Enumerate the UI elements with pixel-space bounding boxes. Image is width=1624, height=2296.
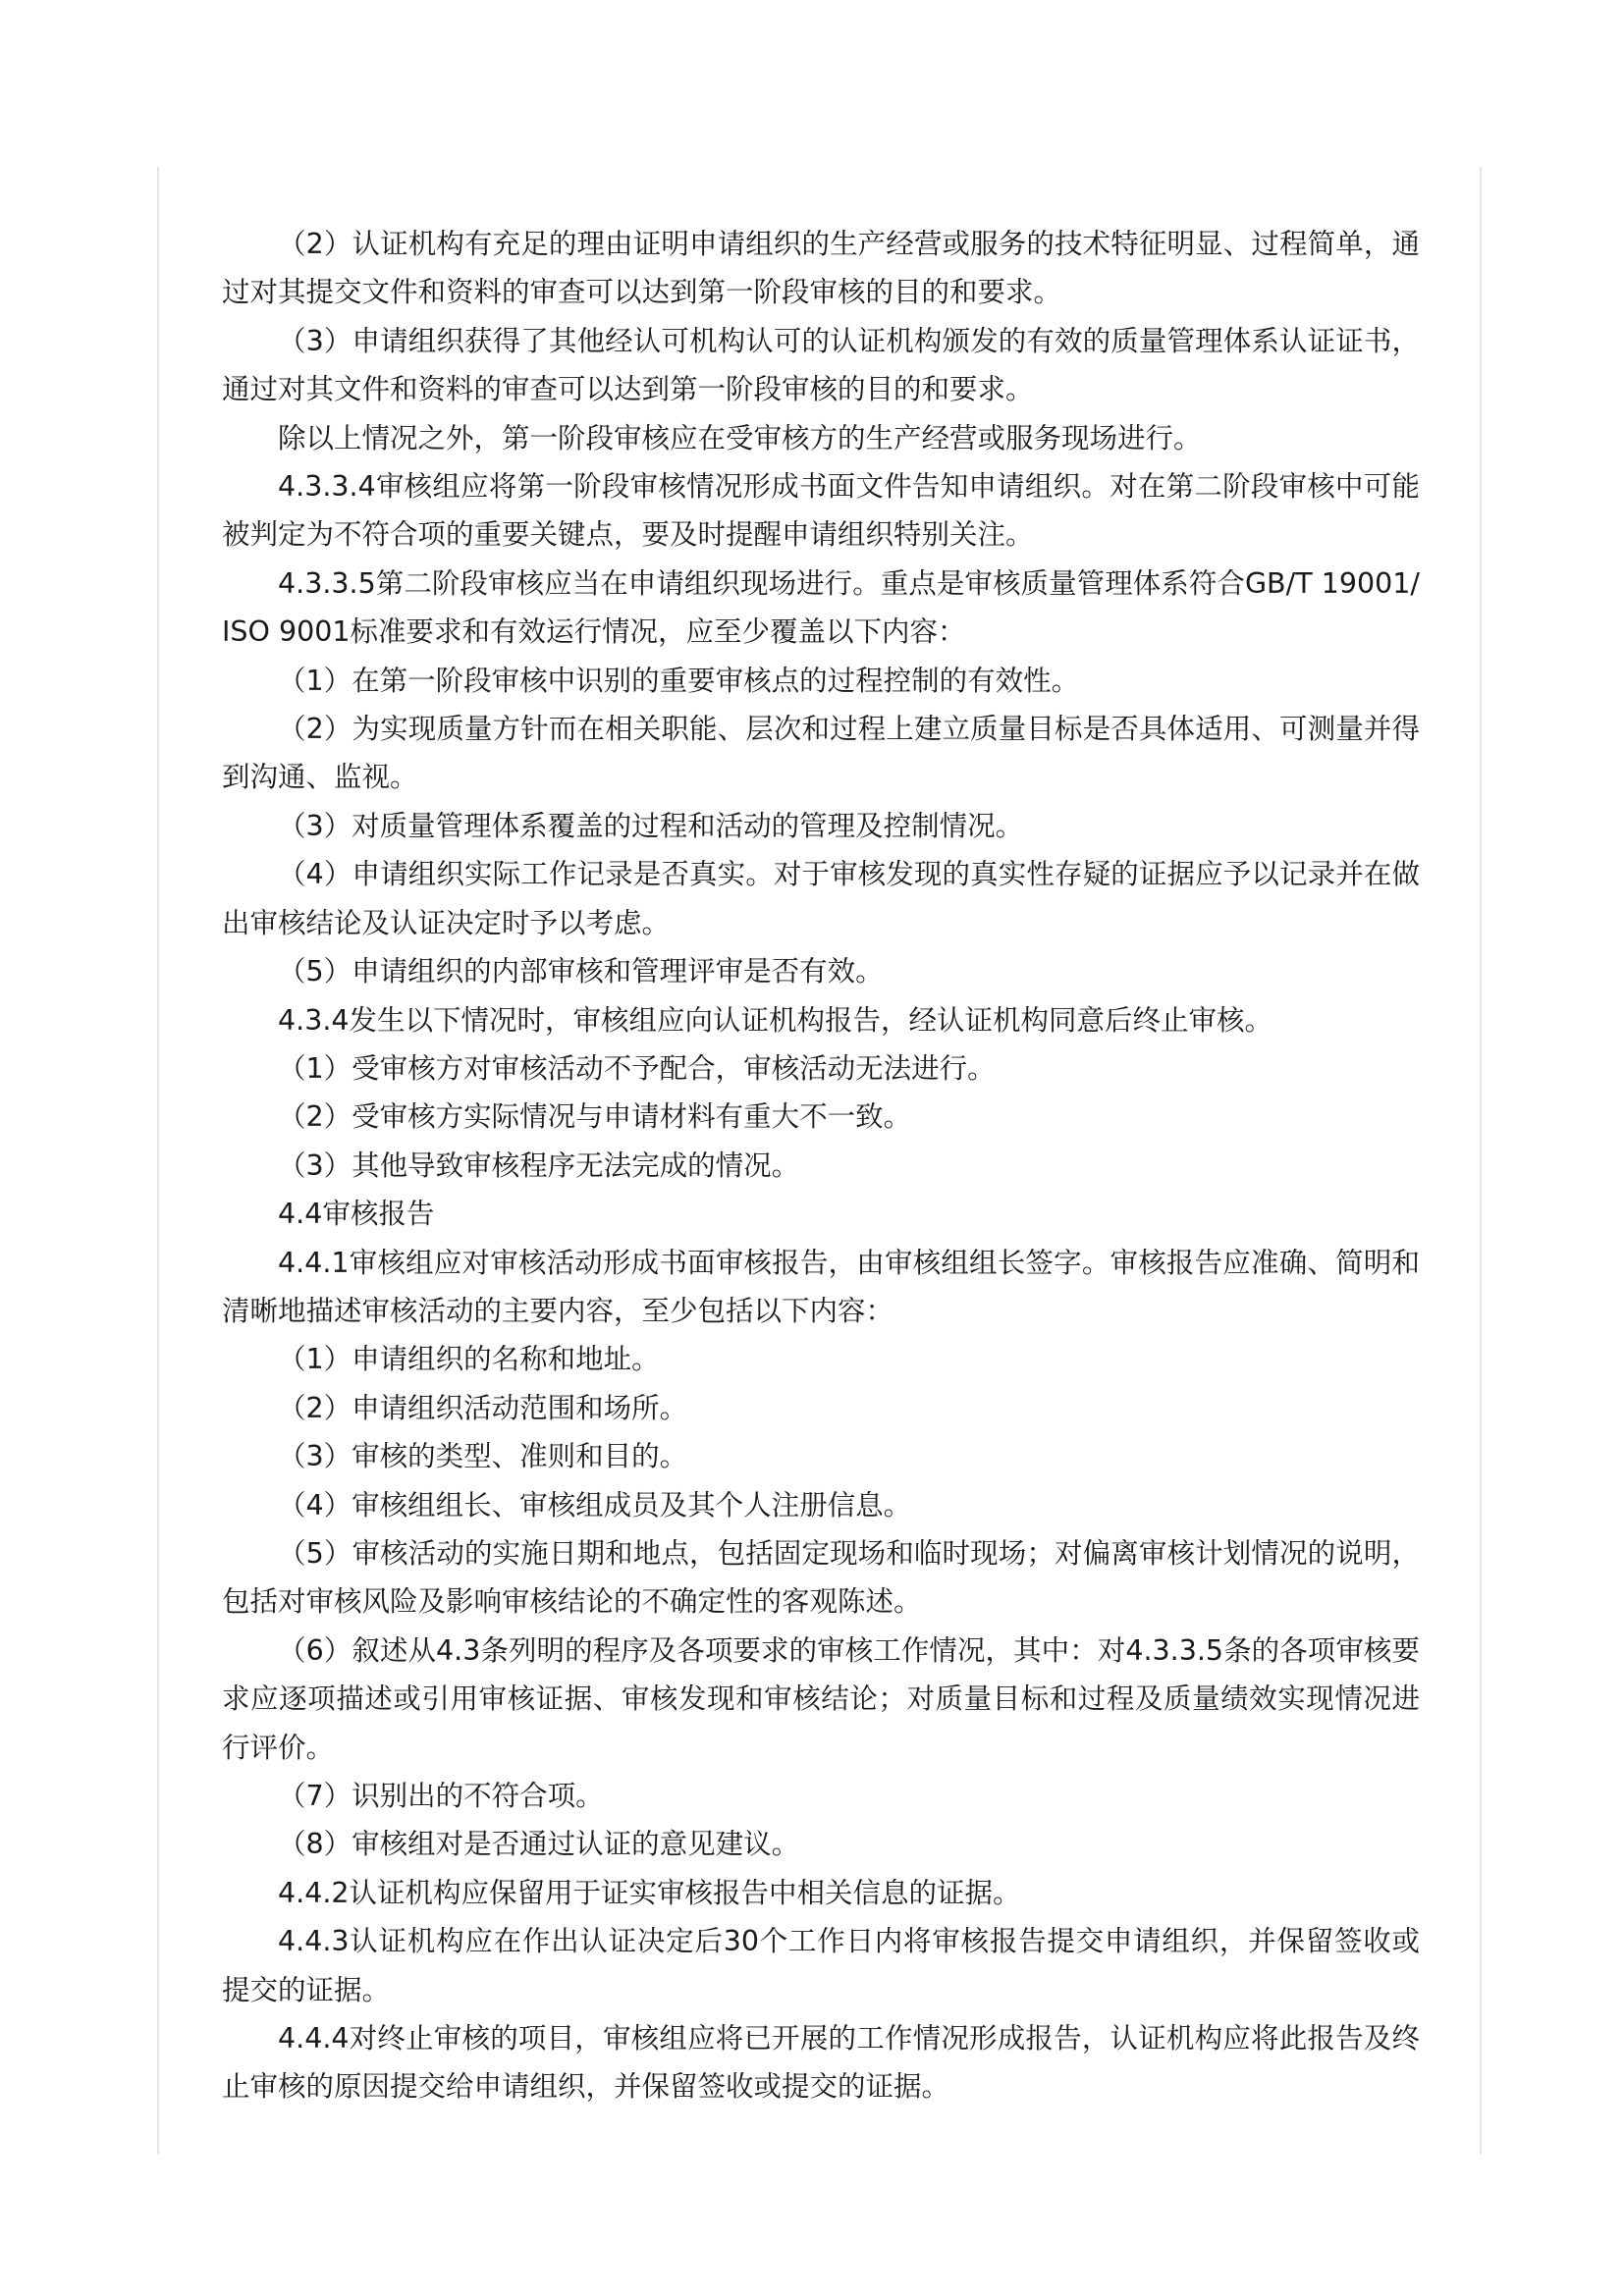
list-item-stage2-2: （2）为实现质量方针而在相关职能、层次和过程上建立质量目标是否具体适用、可测量并得到沟通、监视。 — [222, 713, 1420, 794]
list-item-report-3: （3）审核的类型、准则和目的。 — [278, 1440, 688, 1473]
list-item-report-1: （1）申请组织的名称和地址。 — [278, 1343, 660, 1376]
list-item-report-7: （7）识别出的不符合项。 — [278, 1780, 604, 1812]
list-item-report-2: （2）申请组织活动范围和场所。 — [278, 1391, 688, 1424]
list-item-stage2-4: （4）申请组织实际工作记录是否真实。对于审核发现的真实性存疑的证据应予以记录并在做出审核结论及认证决定时予以考虑。 — [222, 858, 1420, 939]
paragraph-stage1-onsite: 除以上情况之外，第一阶段审核应在受审核方的生产经营或服务现场进行。 — [278, 421, 1202, 454]
list-item-terminate-1: （1）受审核方对审核活动不予配合，审核活动无法进行。 — [278, 1051, 996, 1085]
paragraph-audit-condition-2: （2）认证机构有充足的理由证明申请组织的生产经营或服务的技术特征明显、过程简单，通过对其提交文件和资料的审查可以达到第一阶段审核的目的和要求。 — [222, 228, 1420, 309]
list-item-stage2-5: （5）申请组织的内部审核和管理评审是否有效。 — [278, 955, 884, 988]
section-heading-4-4: 4.4审核报告 — [278, 1198, 435, 1231]
paragraph-4-3-3-4: 4.3.3.4审核组应将第一阶段审核情况形成书面文件告知申请组织。对在第二阶段审核中可能被判定为不符合项的重要关键点，要及时提醒申请组织特别关注。 — [222, 470, 1420, 552]
paragraph-4-4-4: 4.4.4对终止审核的项目，审核组应将已开展的工作情况形成报告，认证机构应将此报告及终止审核的原因提交给申请组织，并保留签收或提交的证据。 — [222, 2022, 1420, 2104]
paragraph-4-4-1: 4.4.1审核组应对审核活动形成书面审核报告，由审核组组长签字。审核报告应准确、简明和清晰地描述审核活动的主要内容，至少包括以下内容： — [222, 1246, 1420, 1327]
list-item-stage2-3: （3）对质量管理体系覆盖的过程和活动的管理及控制情况。 — [278, 809, 1024, 842]
list-item-terminate-2: （2）受审核方实际情况与申请材料有重大不一致。 — [278, 1100, 912, 1134]
paragraph-4-4-3: 4.4.3认证机构应在作出认证决定后30个工作日内将审核报告提交申请组织，并保留签收或提交的证据。 — [222, 1925, 1420, 2006]
document-body — [222, 220, 1420, 2111]
list-item-report-6: （6）叙述从4.3条列明的程序及各项要求的审核工作情况，其中：对4.3.3.5条的各项审核要求应逐项描述或引用审核证据、审核发现和审核结论；对质量目标和过程及质量绩效实现情况进行评价。 — [222, 1633, 1420, 1764]
paragraph-audit-condition-3: （3）申请组织获得了其他经认可机构认可的认证机构颁发的有效的质量管理体系认证证书，通过对其文件和资料的审查可以达到第一阶段审核的目的和要求。 — [222, 324, 1420, 406]
list-item-report-4: （4）审核组组长、审核组成员及其个人注册信息。 — [278, 1488, 912, 1522]
list-item-report-5: （5）审核活动的实施日期和地点，包括固定现场和临时现场；对偏离审核计划情况的说明，包括对审核风险及影响审核结论的不确定性的客观陈述。 — [222, 1536, 1420, 1619]
list-item-stage2-1: （1）在第一阶段审核中识别的重要审核点的过程控制的有效性。 — [278, 664, 1080, 697]
paragraph-4-3-4: 4.3.4发生以下情况时，审核组应向认证机构报告，经认证机构同意后终止审核。 — [278, 1003, 1273, 1037]
paragraph-4-4-2: 4.4.2认证机构应保留用于证实审核报告中相关信息的证据。 — [278, 1876, 1021, 1909]
list-item-report-8: （8）审核组对是否通过认证的意见建议。 — [278, 1828, 800, 1861]
list-item-terminate-3: （3）其他导致审核程序无法完成的情况。 — [278, 1148, 800, 1182]
paragraph-4-3-3-5: 4.3.3.5第二阶段审核应当在申请组织现场进行。重点是审核质量管理体系符合GB/T 19001/ISO 9001标准要求和有效运行情况，应至少覆盖以下内容： — [222, 566, 1420, 649]
